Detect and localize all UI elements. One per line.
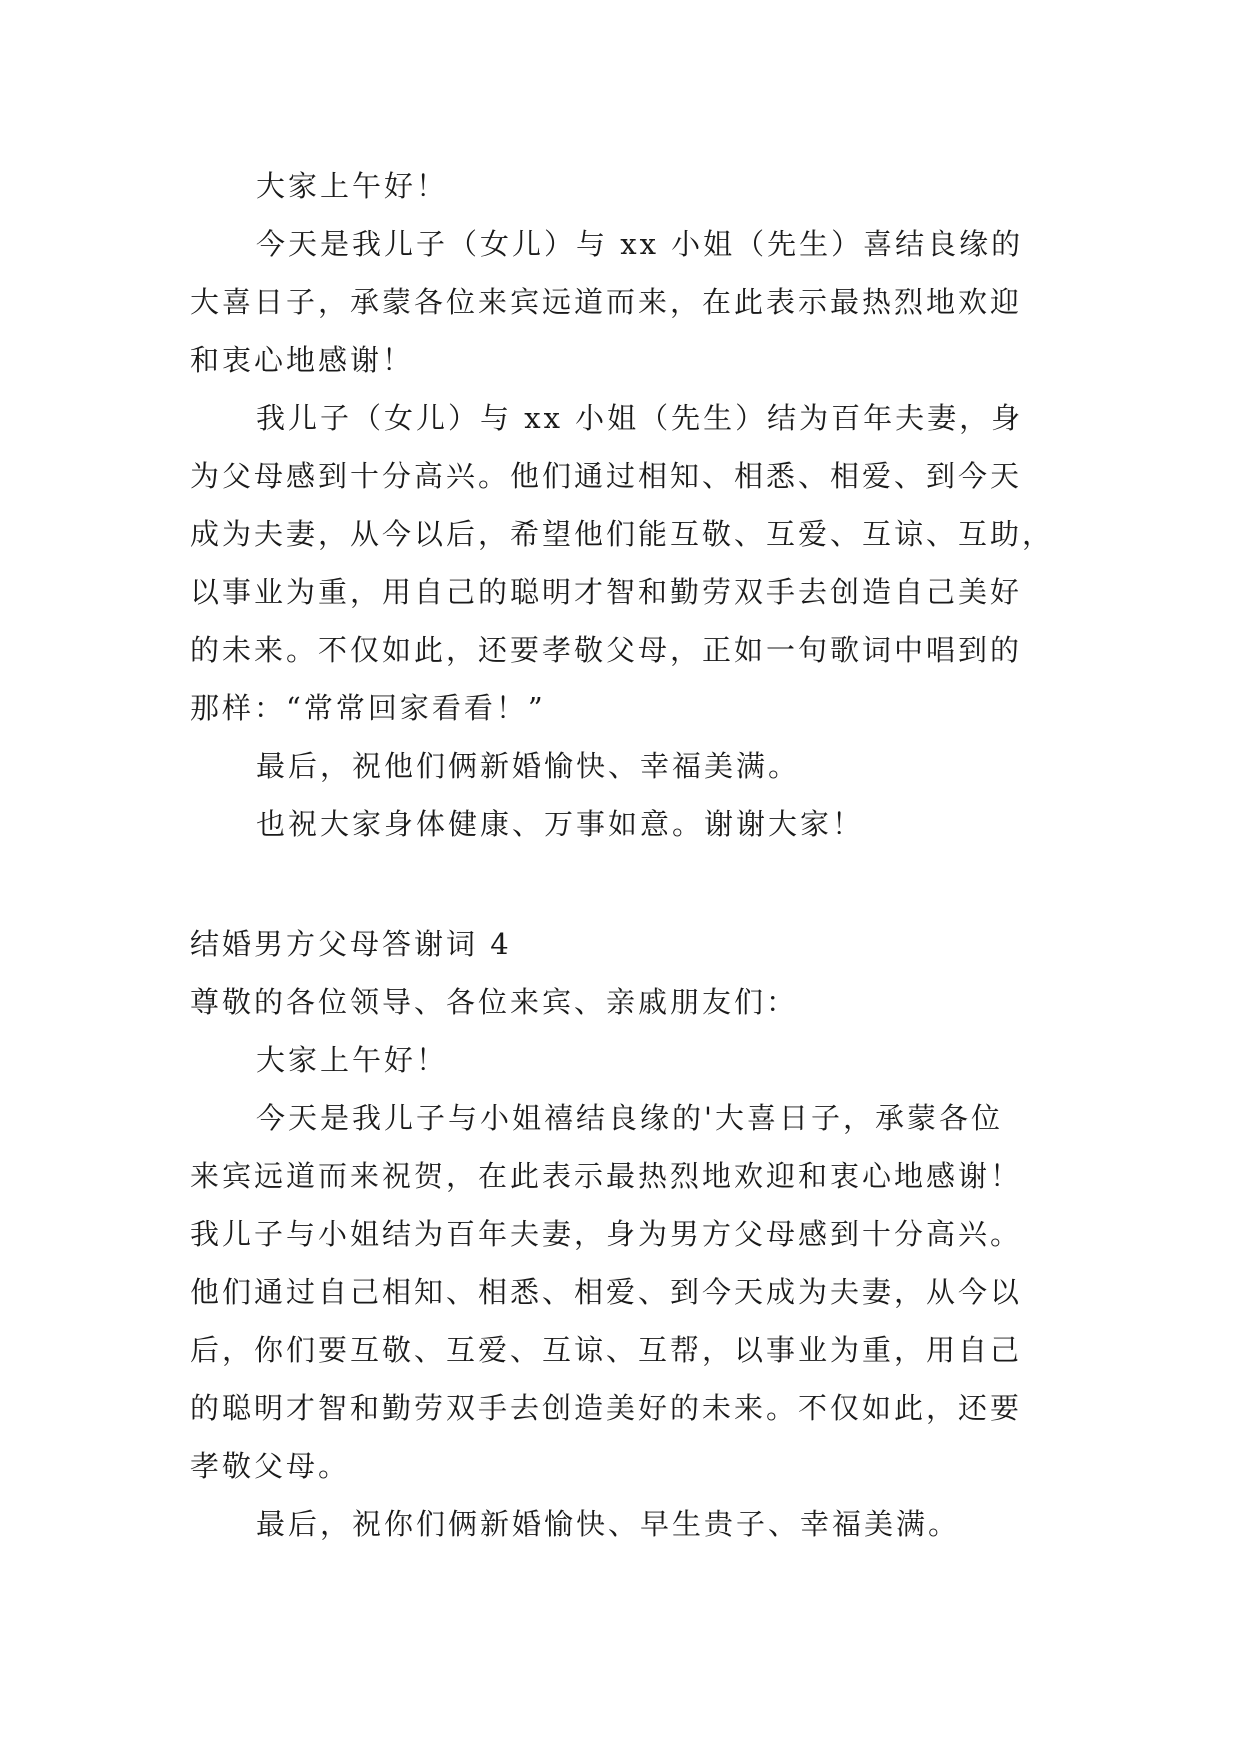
- paragraph-line: 也祝大家身体健康、万事如意。谢谢大家！: [256, 807, 865, 841]
- salutation-line: 尊敬的各位领导、各位来宾、亲戚朋友们：: [190, 985, 799, 1019]
- paragraph-line: 孝敬父母。: [190, 1449, 351, 1483]
- speech-section-1: [190, 157, 1060, 853]
- paragraph-line: 为父母感到十分高兴。他们通过相知、相悉、相爱、到今天: [190, 459, 1023, 493]
- paragraph-line: 我儿子（女儿）与 xx 小姐（先生）结为百年夫妻，身: [256, 401, 1024, 435]
- paragraph-line: 大喜日子，承蒙各位来宾远道而来，在此表示最热烈地欢迎: [190, 285, 1023, 319]
- paragraph-line: 以事业为重，用自己的聪明才智和勤劳双手去创造自己美好: [190, 575, 1023, 609]
- paragraph-line: 今天是我儿子与小姐禧结良缘的'大喜日子，承蒙各位: [256, 1101, 1003, 1135]
- greeting-line: 大家上午好！: [256, 169, 449, 203]
- paragraph-line: 和衷心地感谢！: [190, 343, 415, 377]
- paragraph-line: 最后，祝你们俩新婚愉快、早生贵子、幸福美满。: [256, 1507, 961, 1541]
- paragraph-line: 成为夫妻，从今以后，希望他们能互敬、互爱、互谅、互助，: [190, 517, 1055, 551]
- paragraph-line: 来宾远道而来祝贺，在此表示最热烈地欢迎和衷心地感谢！: [190, 1159, 1023, 1193]
- paragraph-line: 最后，祝他们俩新婚愉快、幸福美满。: [256, 749, 801, 783]
- paragraph-line: 的未来。不仅如此，还要孝敬父母，正如一句歌词中唱到的: [190, 633, 1023, 667]
- paragraph-line: 的聪明才智和勤劳双手去创造美好的未来。不仅如此，还要: [190, 1391, 1023, 1425]
- paragraph-line: 我儿子与小姐结为百年夫妻，身为男方父母感到十分高兴。: [190, 1217, 1023, 1251]
- greeting-line: 大家上午好！: [256, 1043, 449, 1077]
- section-title: 结婚男方父母答谢词 4: [190, 927, 512, 961]
- speech-section-2: [190, 915, 1060, 1553]
- paragraph-line: 他们通过自己相知、相悉、相爱、到今天成为夫妻，从今以: [190, 1275, 1023, 1309]
- paragraph-line: 后，你们要互敬、互爱、互谅、互帮，以事业为重，用自己: [190, 1333, 1023, 1367]
- paragraph-line: 那样：“常常回家看看！”: [190, 691, 546, 725]
- paragraph-line: 今天是我儿子（女儿）与 xx 小姐（先生）喜结良缘的: [256, 227, 1024, 261]
